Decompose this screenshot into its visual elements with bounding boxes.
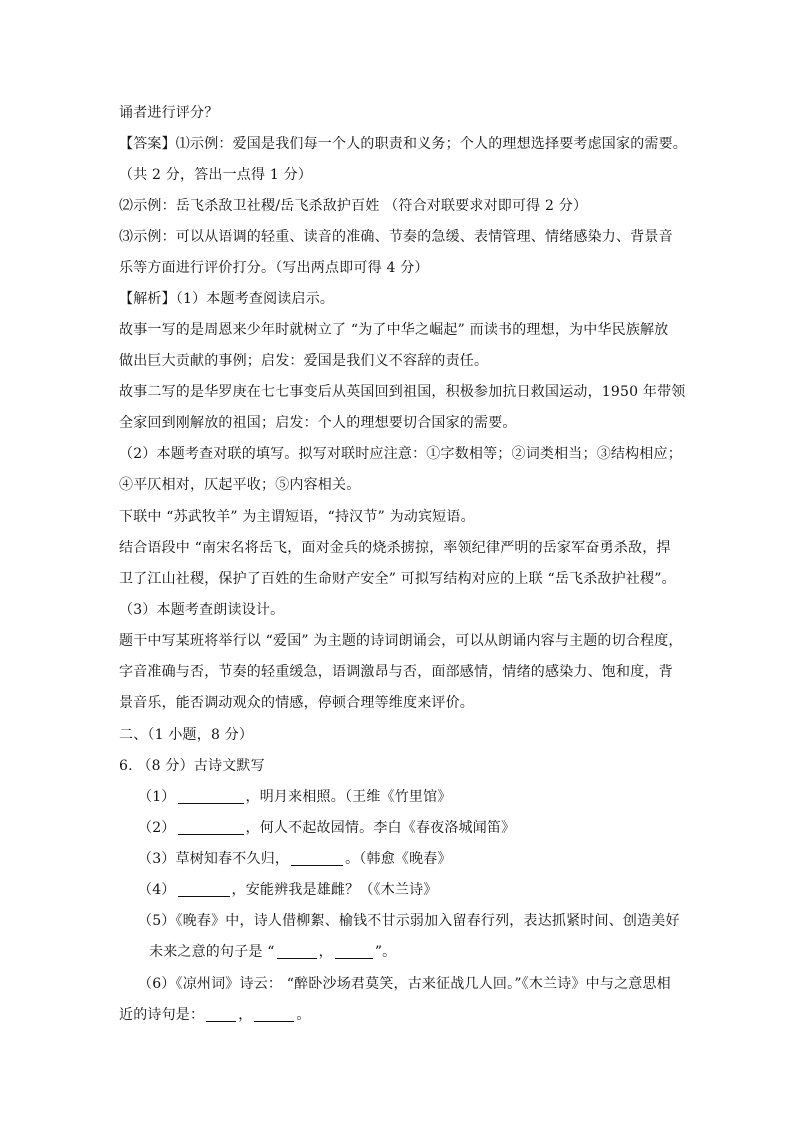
analysis-line: 【解析】（1）本题考查阅读启示。 bbox=[119, 291, 335, 307]
section-heading: 二、（1 小题，8 分） bbox=[119, 727, 254, 743]
fill-blank[interactable] bbox=[178, 882, 230, 897]
question-item-3 bbox=[138, 850, 452, 868]
fill-blank[interactable] bbox=[291, 851, 343, 866]
text-line: 做出巨大贡献的事例；启发：爱国是我们义不容辞的责任。 bbox=[119, 353, 489, 369]
question-item-2 bbox=[138, 819, 515, 837]
question-item-6-cont bbox=[119, 1006, 311, 1024]
text-line: （3）本题考查朗读设计。 bbox=[119, 602, 285, 618]
item-text: ，明月来相照。（王维《竹里馆》 bbox=[245, 789, 452, 805]
question-item-5: （5）《晚春》中，诗人借柳絮、榆钱不甘示弱加入留春行列，表达抓紧时间、创造美好 bbox=[138, 913, 680, 929]
text-line: 诵者进行评分？ bbox=[119, 105, 219, 121]
fill-blank[interactable] bbox=[254, 1007, 294, 1022]
text-line: 下联中 “苏武牧羊” 为主谓短语，“持汉节” 为动宾短语。 bbox=[119, 509, 475, 525]
item-text: 近的诗句是： bbox=[119, 1007, 205, 1023]
item-number: （2） bbox=[138, 820, 176, 836]
fill-blank[interactable] bbox=[277, 944, 317, 959]
text-line: 故事二写的是华罗庚在七七事变后从英国回到祖国，积极参加抗日救国运动，1950 年带领 bbox=[119, 384, 686, 400]
text-line: 结合语段中 “南宋名将岳飞，面对金兵的烧杀掳掠，率领纪律严明的岳家军奋勇杀敌，捍 bbox=[119, 540, 671, 556]
item-text: ， bbox=[318, 944, 333, 960]
item-text: （3）草树知春不久归， bbox=[138, 851, 290, 867]
text-line: （共 2 分，答出一点得 1 分） bbox=[119, 167, 313, 183]
fill-blank[interactable] bbox=[335, 944, 373, 959]
item-number: （1） bbox=[138, 789, 176, 805]
text-line: 乐等方面进行评价打分。（写出两点即可得 4 分） bbox=[119, 260, 429, 276]
question-item-6: （6）《凉州词》诗云： “醉卧沙场君莫笑，古来征战几人回。”《木兰诗》中与之意思相 bbox=[138, 976, 671, 992]
answer-line: 【答案】⑴示例：爱国是我们每一个人的职责和义务；个人的理想选择要考虑国家的需要。 bbox=[119, 136, 687, 152]
text-line: ⑶示例：可以从语调的轻重、读音的准确、节奏的急缓、表情管理、情绪感染力、背景音 bbox=[119, 229, 673, 245]
text-line: 全家回到刚解放的祖国；启发：个人的理想要切合国家的需要。 bbox=[119, 415, 517, 431]
question-item-5-cont bbox=[149, 943, 396, 961]
text-line: （2）本题考查对联的填写。拟写对联时应注意：①字数相等；②词类相当；③结构相应； bbox=[119, 446, 682, 462]
question-item-4 bbox=[138, 881, 438, 899]
text-line: ④平仄相对，仄起平收；⑤内容相关。 bbox=[119, 477, 361, 493]
text-line: 字音准确与否，节奏的轻重缓急，语调激昂与否，面部感情，情绪的感染力、饱和度，背 bbox=[119, 664, 673, 680]
question-item-1 bbox=[138, 788, 452, 806]
item-text: 。 bbox=[296, 1007, 311, 1023]
fill-blank[interactable] bbox=[178, 820, 244, 835]
item-text: ， bbox=[238, 1007, 253, 1023]
item-number: （4） bbox=[138, 882, 176, 898]
text-line: ⑵示例：岳飞杀敌卫社稷/岳飞杀敌护百姓 （符合对联要求对即可得 2 分） bbox=[119, 198, 588, 214]
fill-blank[interactable] bbox=[206, 1007, 236, 1022]
question-heading: 6. （8 分）古诗文默写 bbox=[119, 758, 265, 774]
text-line: 故事一写的是周恩来少年时就树立了 “为了中华之崛起” 而读书的理想，为中华民族解放 bbox=[119, 322, 669, 338]
text-line: 题干中写某班将举行以 “爱国” 为主题的诗词朗诵会，可以从朗诵内容与主题的切合程度， bbox=[119, 633, 683, 649]
item-text: ”。 bbox=[374, 944, 397, 960]
item-text: ，何人不起故园情。李白《春夜洛城闻笛》 bbox=[245, 820, 516, 836]
item-text: 未来之意的句子是 “ bbox=[149, 944, 275, 960]
text-line: 卫了江山社稷，保护了百姓的生命财产安全” 可拟写结构对应的上联 “岳飞杀敌护社稷”。 bbox=[119, 571, 676, 587]
text-line: 景音乐，能否调动观众的情感，停顿合理等维度来评价。 bbox=[119, 695, 474, 711]
fill-blank[interactable] bbox=[178, 789, 244, 804]
item-text: 。（韩愈《晚春》 bbox=[345, 851, 452, 867]
item-text: ，安能辨我是雄雌？（《木兰诗》 bbox=[231, 882, 438, 898]
